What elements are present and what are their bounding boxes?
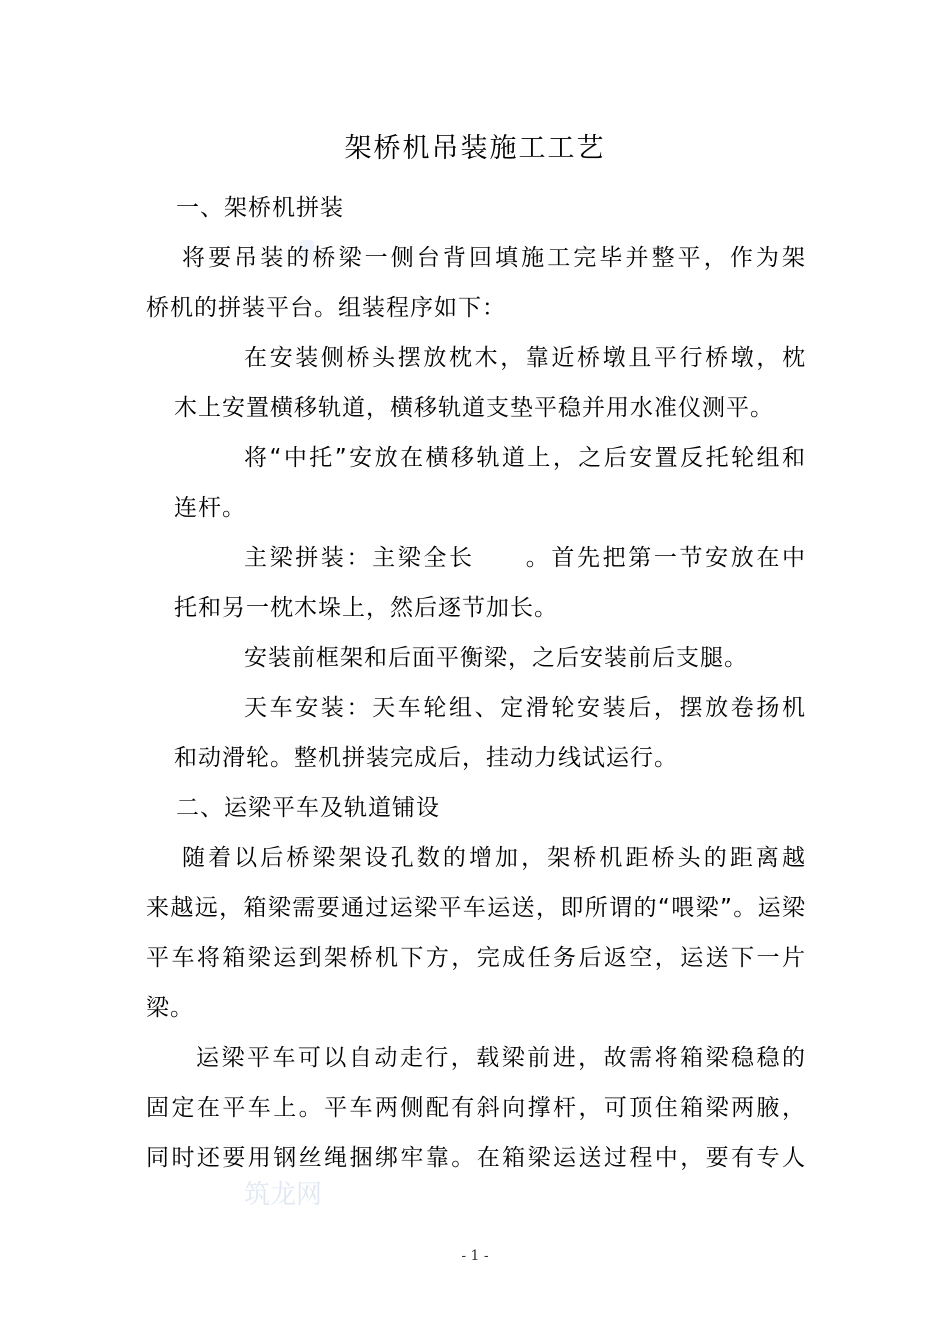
paragraph-line: 将“中托”安放在横移轨道上，之后安置反托轮组和 — [244, 445, 806, 471]
paragraph-line: 主梁拼装：主梁全长 。首先把第一节安放在中 — [244, 545, 806, 571]
page-number: - 1 - — [461, 1248, 489, 1264]
section-heading-2: 二、运梁平车及轨道铺设 — [176, 795, 440, 821]
section-heading-1: 一、架桥机拼装 — [176, 195, 344, 221]
paragraph-line: 托和另一枕木垛上，然后逐节加长。 — [174, 595, 558, 621]
paragraph-line: 连杆。 — [174, 495, 246, 521]
paragraph-line: 安装前框架和后面平衡梁，之后安装前后支腿。 — [244, 645, 748, 671]
paragraph-line: 天车安装：天车轮组、定滑轮安装后，摆放卷扬机 — [244, 695, 806, 721]
paragraph-line: 平车将箱梁运到架桥机下方，完成任务后返空，运送下一片 — [146, 945, 806, 971]
paragraph-line: 木上安置横移轨道，横移轨道支垫平稳并用水准仪测平。 — [174, 395, 774, 421]
paragraph-line: 同时还要用钢丝绳捆绑牢靠。在箱梁运送过程中，要有专人 — [146, 1145, 806, 1171]
paragraph-line: 和动滑轮。整机拼装完成后，挂动力线试运行。 — [174, 745, 678, 771]
paragraph-line: 固定在平车上。平车两侧配有斜向撑杆，可顶住箱梁两腋， — [146, 1095, 806, 1121]
paragraph-line: 梁。 — [146, 995, 194, 1021]
document-title: 架桥机吊装施工工艺 — [344, 133, 606, 164]
paragraph-line: 在安装侧桥头摆放枕木，靠近桥墩且平行桥墩，枕 — [244, 345, 806, 371]
paragraph-line: 来越远，箱梁需要通过运梁平车运送，即所谓的“喂梁”。运梁 — [146, 895, 806, 921]
paragraph-line: 桥机的拼装平台。组装程序如下： — [146, 295, 506, 321]
paragraph-line: 运梁平车可以自动走行，载梁前进，故需将箱梁稳稳的 — [196, 1045, 806, 1071]
paragraph-line: 将要吊装的桥梁一侧台背回填施工完毕并整平，作为架 — [182, 245, 806, 271]
watermark-text: 筑龙网 — [244, 1180, 323, 1210]
paragraph-line: 随着以后桥梁架设孔数的增加，架桥机距桥头的距离越 — [182, 845, 806, 871]
